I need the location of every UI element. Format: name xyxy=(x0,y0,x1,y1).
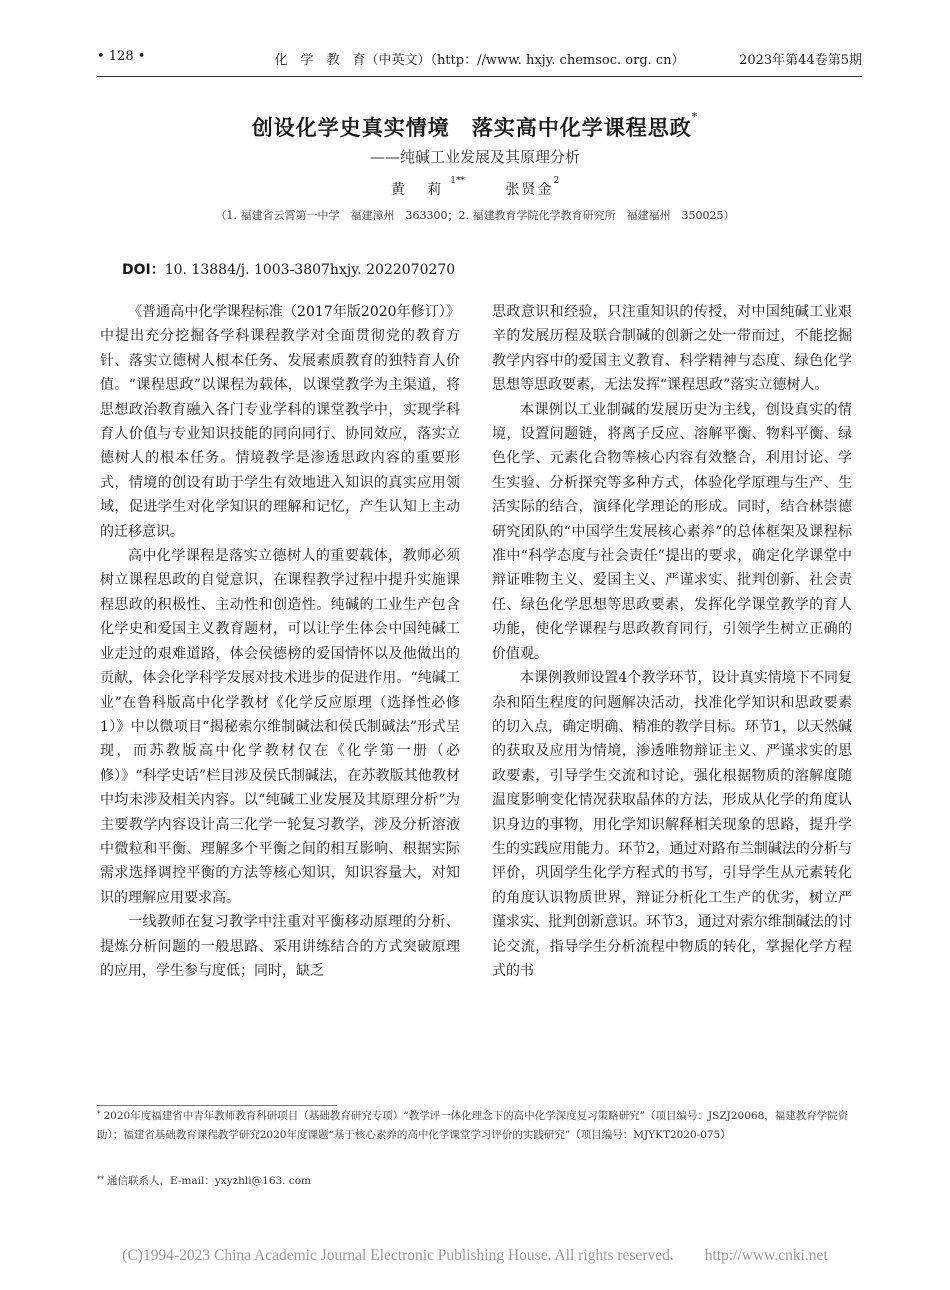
article-title xyxy=(0,112,950,142)
body-column-right xyxy=(492,300,852,983)
article-subtitle: ——纯碱工业发展及其原理分析 xyxy=(369,148,580,166)
doi-line xyxy=(122,259,455,279)
doi-value[interactable]: 10. 13884/j. 1003-3807hxjy. 2022070270 xyxy=(164,262,456,278)
footnote-divider xyxy=(97,1105,337,1106)
author-name: 黄 莉 xyxy=(390,182,451,198)
author-line xyxy=(0,176,950,199)
author-2 xyxy=(505,176,560,199)
page-number: • 128 • xyxy=(97,49,146,64)
copyright-watermark: (C)1994-2023 China Academic Journal Electronic Publishing House. All rights reserved. http://www.cnki.net xyxy=(122,1247,828,1264)
author-affil-mark: 1** xyxy=(450,176,465,186)
doi-label: DOI： xyxy=(122,262,165,278)
footnote-mark: ** xyxy=(97,1175,104,1183)
paragraph: 《普通高中化学课程标准（2017年版2020年修订）》中提出充分挖掘各学科课程教学对全面贯彻党的教育方针、落实立德树人根本任务、发展素质教育的独特育人价值。“课程思政”以课程为载体，以课堂教学为主渠道，将思想政治教育融入各门专业学科的课堂教学中，实现学科育人价值与专业知识技能的同向同行、协同效应，落实立德树人的根本任务。情境教学是渗透思政内容的重要形式，情境的创设有助于学生有效地进入知识的真实应用领域，促进学生对化学知识的理解和记忆，产生认知上主动的迁移意识。 xyxy=(100,304,460,540)
footnote-mark: * xyxy=(97,1110,101,1118)
footnote-contact xyxy=(97,1172,867,1191)
paragraph: 一线教师在复习教学中注重对平衡移动原理的分析、提炼分析问题的一般思路、采用讲练结合的方式突破原理的应用，学生参与度低；同时，缺乏 xyxy=(100,914,460,979)
affiliations: （1. 福建省云霄第一中学 福建漳州 363300；2. 福建教育学院化学教育研究所 福建福州 350025） xyxy=(215,209,735,222)
author-1 xyxy=(390,176,465,199)
paragraph: 思政意识和经验，只注重知识的传授，对中国纯碱工业艰辛的发展历程及联合制碱的创新之处一带而过，不能挖掘教学内容中的爱国主义教育、科学精神与态度、绿色化学思想等思政要素，无法发挥“课程思政”落实立德树人。 xyxy=(492,304,852,394)
footnote-funding xyxy=(97,1107,867,1144)
author-affil-mark: 2 xyxy=(553,176,560,186)
footnote-text: 通信联系人，E-mail：yxyzhli@163. com xyxy=(107,1175,312,1187)
author-name: 张贤金 xyxy=(505,182,554,198)
article-title-text: 创设化学史真实情境 落实高中化学课程思政 xyxy=(251,116,692,140)
paragraph: 高中化学课程是落实立德树人的重要载体，教师必须树立课程思政的自觉意识，在课程教学过程中提升实施课程思政的积极性、主动性和创造性。纯碱的工业生产包含化学史和爱国主义教育题材，可以让学生体会中国纯碱工业走过的艰难道路，体会侯德榜的爱国情怀以及他做出的贡献，体会化学科学发展对技术进步的促进作用。“纯碱工业”在鲁科版高中化学教材《化学反应原理（选择性必修1）》中以微项目“揭秘索尔维制碱法和侯氏制碱法”形式呈现，而苏教版高中化学教材仅在《化学第一册（必修）》“科学史话”栏目涉及侯氏制碱法，在苏教版其他教材中均未涉及相关内容。以“纯碱工业发展及其原理分析”为主要教学内容设计高三化学一轮复习教学，涉及分析溶液中微粒和平衡、理解多个平衡之间的相互影响、根据实际需求选择调控平衡的方法等核心知识，知识容量大，对知识的理解应用要求高。 xyxy=(100,548,460,906)
paragraph: 本课例教师设置4个教学环节，设计真实情境下不同复杂和陌生程度的问题解决活动，找准化学知识和思政要素的切入点，确定明确、精准的教学目标。环节1，以天然碱的获取及应用为情境，渗透唯物辩证主义、严谨求实的思政要素，引导学生交流和讨论，强化根据物质的溶解度随温度影响变化情况获取晶体的方法，形成从化学的角度认识身边的事物，用化学知识解释相关现象的思路，提升学生的实践应用能力。环节2，通过对路布兰制碱法的分析与评价，巩固学生化学方程式的书写，引导学生从元素转化的角度认识物质世界，辩证分析化工生产的优劣，树立严谨求实、批判创新意识。环节3，通过对索尔维制碱法的讨论交流，指导学生分析流程中物质的转化，掌握化学方程式的书 xyxy=(492,670,852,979)
footnote-text: 2020年度福建省中青年教师教育科研项目（基础教育研究专项）“教学评一体化理念下的高中化学深度复习策略研究”（项目编号：JSZJ20068，福建教育学院资助）；福建省基础教育课程教学研究2020年度课题“基于核心素养的高中化学课堂学习评价的实践研究”（项目编号：MJYKT2020-075） xyxy=(97,1110,849,1141)
running-header xyxy=(97,49,862,73)
title-footnote-mark: * xyxy=(691,110,699,123)
issue-info: 2023年第44卷第5期 xyxy=(739,53,862,68)
paragraph: 本课例以工业制碱的发展历史为主线，创设真实的情境，设置问题链，将离子反应、溶解平衡、物料平衡、绿色化学、元素化合物等核心内容有效整合，利用讨论、学生实验、分析探究等多种方式，体验化学原理与生产、生活实际的结合，演绎化学理论的形成。同时，结合林崇德研究团队的“中国学生发展核心素养”的总体框架及课程标准中“科学态度与社会责任”提出的要求，确定化学课堂中辩证唯物主义、爱国主义、严谨求实、批判创新、社会责任、绿色化学思想等思政要素，发挥化学课堂教学的育人功能，使化学课程与思政教育同行，引领学生树立正确的价值观。 xyxy=(492,401,852,662)
body-column-left xyxy=(100,300,460,983)
journal-name: 化 学 教 育（中英文）（http：//www. hxjy. chemsoc. org. cn） xyxy=(274,53,685,68)
header-divider xyxy=(97,76,862,77)
